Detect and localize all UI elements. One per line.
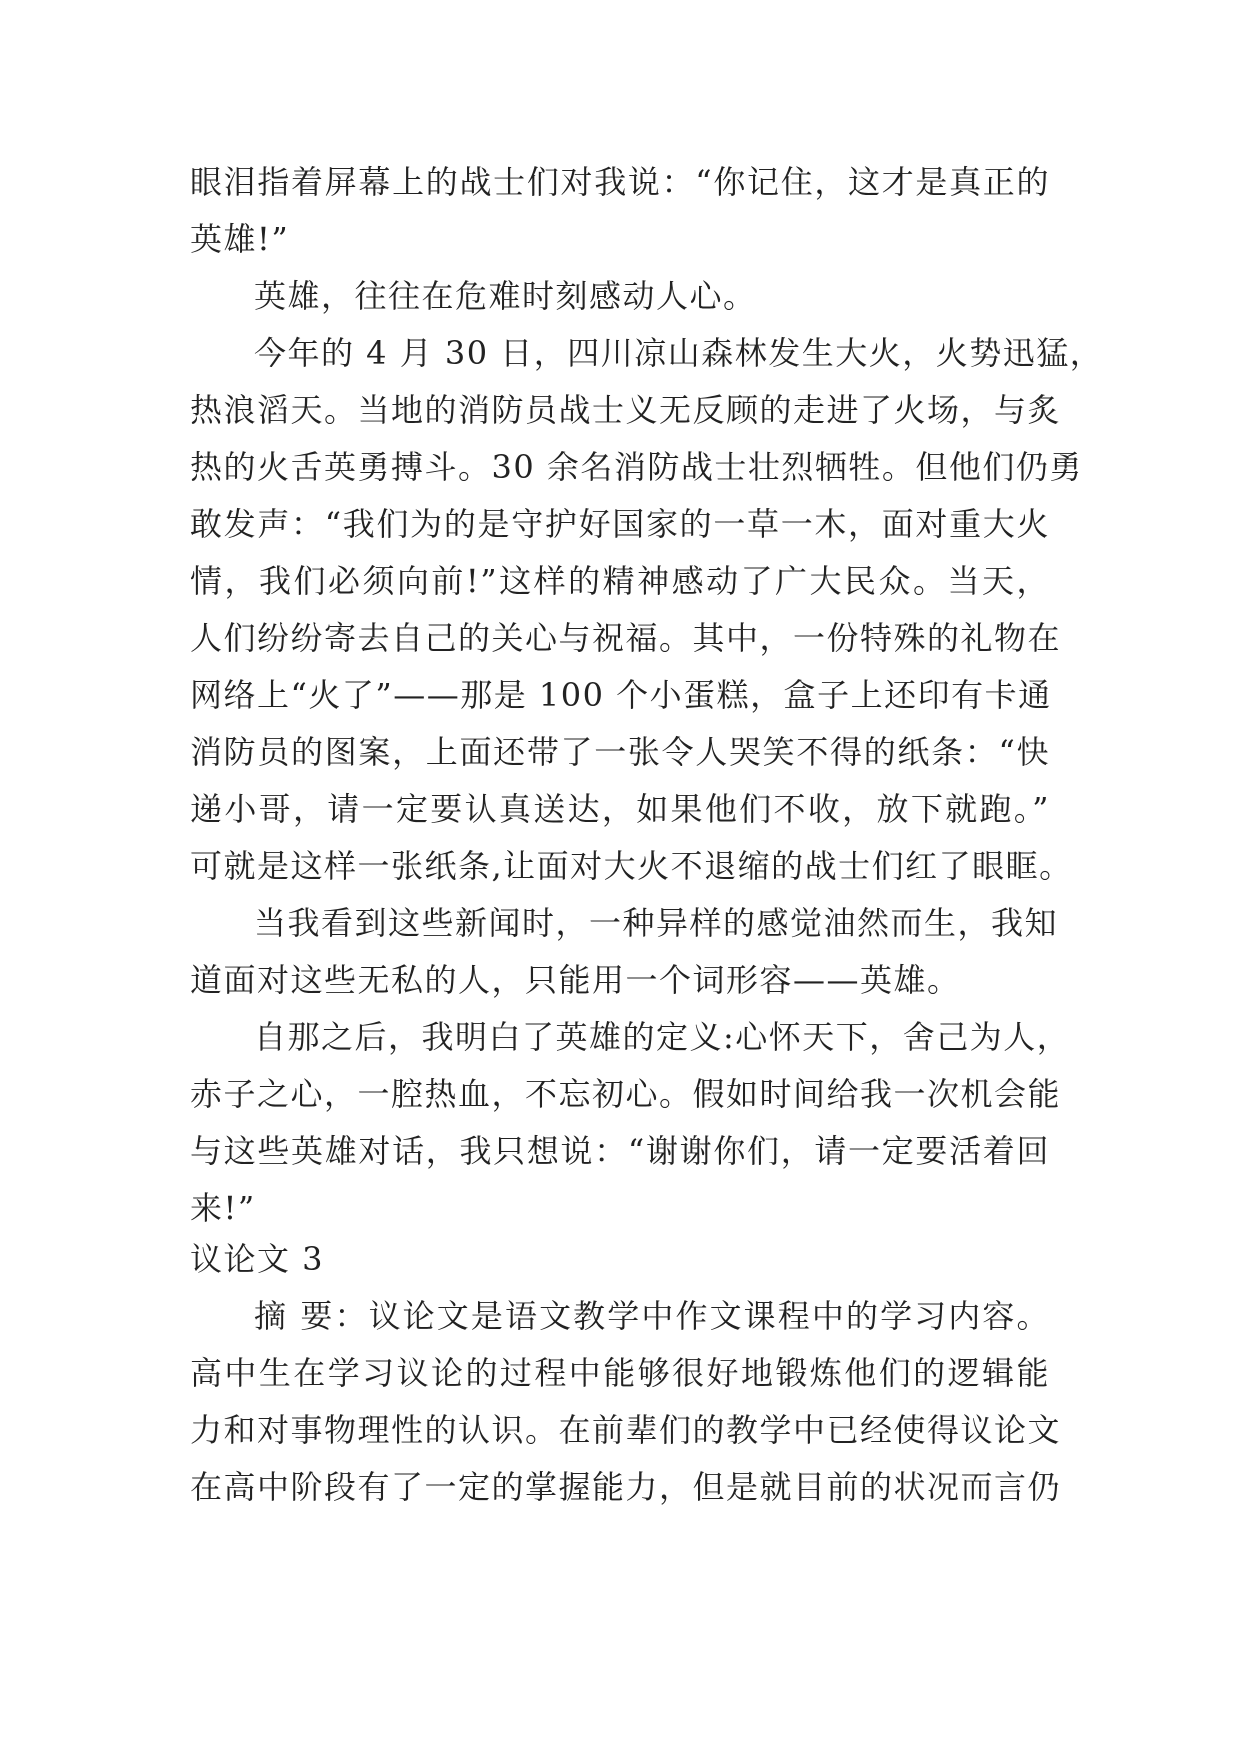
- text-line: 来!”: [190, 1189, 256, 1227]
- text-line: 赤子之心，一腔热血，不忘初心。假如时间给我一次机会能: [190, 1075, 1062, 1113]
- text-line: 自那之后，我明白了英雄的定义:心怀天下，舍己为人，: [254, 1018, 1071, 1056]
- abstract-line: 力和对事物理性的认识。在前辈们的教学中已经使得议论文: [190, 1411, 1062, 1449]
- abstract-line: 高中生在学习议论的过程中能够很好地锻炼他们的逻辑能: [190, 1354, 1050, 1392]
- text-line: 英雄，往往在危难时刻感动人心。: [254, 277, 757, 315]
- text-line: 与这些英雄对话，我只想说：“谢谢你们，请一定要活着回: [190, 1132, 1050, 1170]
- text-line: 可就是这样一张纸条,让面对大火不退缩的战士们红了眼眶。: [190, 847, 1073, 885]
- text-line: 英雄!”: [190, 220, 290, 258]
- text-line: 网络上“火了”——那是 100 个小蛋糕，盒子上还印有卡通: [190, 676, 1052, 714]
- text-line: 今年的 4 月 30 日，四川凉山森林发生大火，火势迅猛，: [254, 334, 1104, 372]
- text-line: 递小哥，请一定要认真送达，如果他们不收，放下就跑。”: [190, 790, 1050, 828]
- text-line: 敢发声：“我们为的是守护好国家的一草一木，面对重大火: [190, 505, 1050, 543]
- text-line: 人们纷纷寄去自己的关心与祝福。其中，一份特殊的礼物在: [190, 619, 1062, 657]
- section-heading: 议论文 3: [190, 1240, 325, 1278]
- text-line: 消防员的图案，上面还带了一张令人哭笑不得的纸条：“快: [190, 733, 1050, 771]
- text-line: 热浪滔天。当地的消防员战士义无反顾的走进了火场，与炙: [190, 391, 1062, 429]
- text-line: 道面对这些无私的人，只能用一个词形容——英雄。: [190, 961, 961, 999]
- text-line: 情，我们必须向前!”这样的精神感动了广大民众。当天，: [190, 562, 1050, 600]
- abstract-line: 摘 要：议论文是语文教学中作文课程中的学习内容。: [254, 1297, 1050, 1335]
- text-line: 热的火舌英勇搏斗。30 余名消防战士壮烈牺牲。但他们仍勇: [190, 448, 1083, 486]
- text-line: 当我看到这些新闻时，一种异样的感觉油然而生，我知: [254, 904, 1059, 942]
- text-line: 眼泪指着屏幕上的战士们对我说：“你记住，这才是真正的: [190, 163, 1050, 201]
- abstract-line: 在高中阶段有了一定的掌握能力，但是就目前的状况而言仍: [190, 1468, 1062, 1506]
